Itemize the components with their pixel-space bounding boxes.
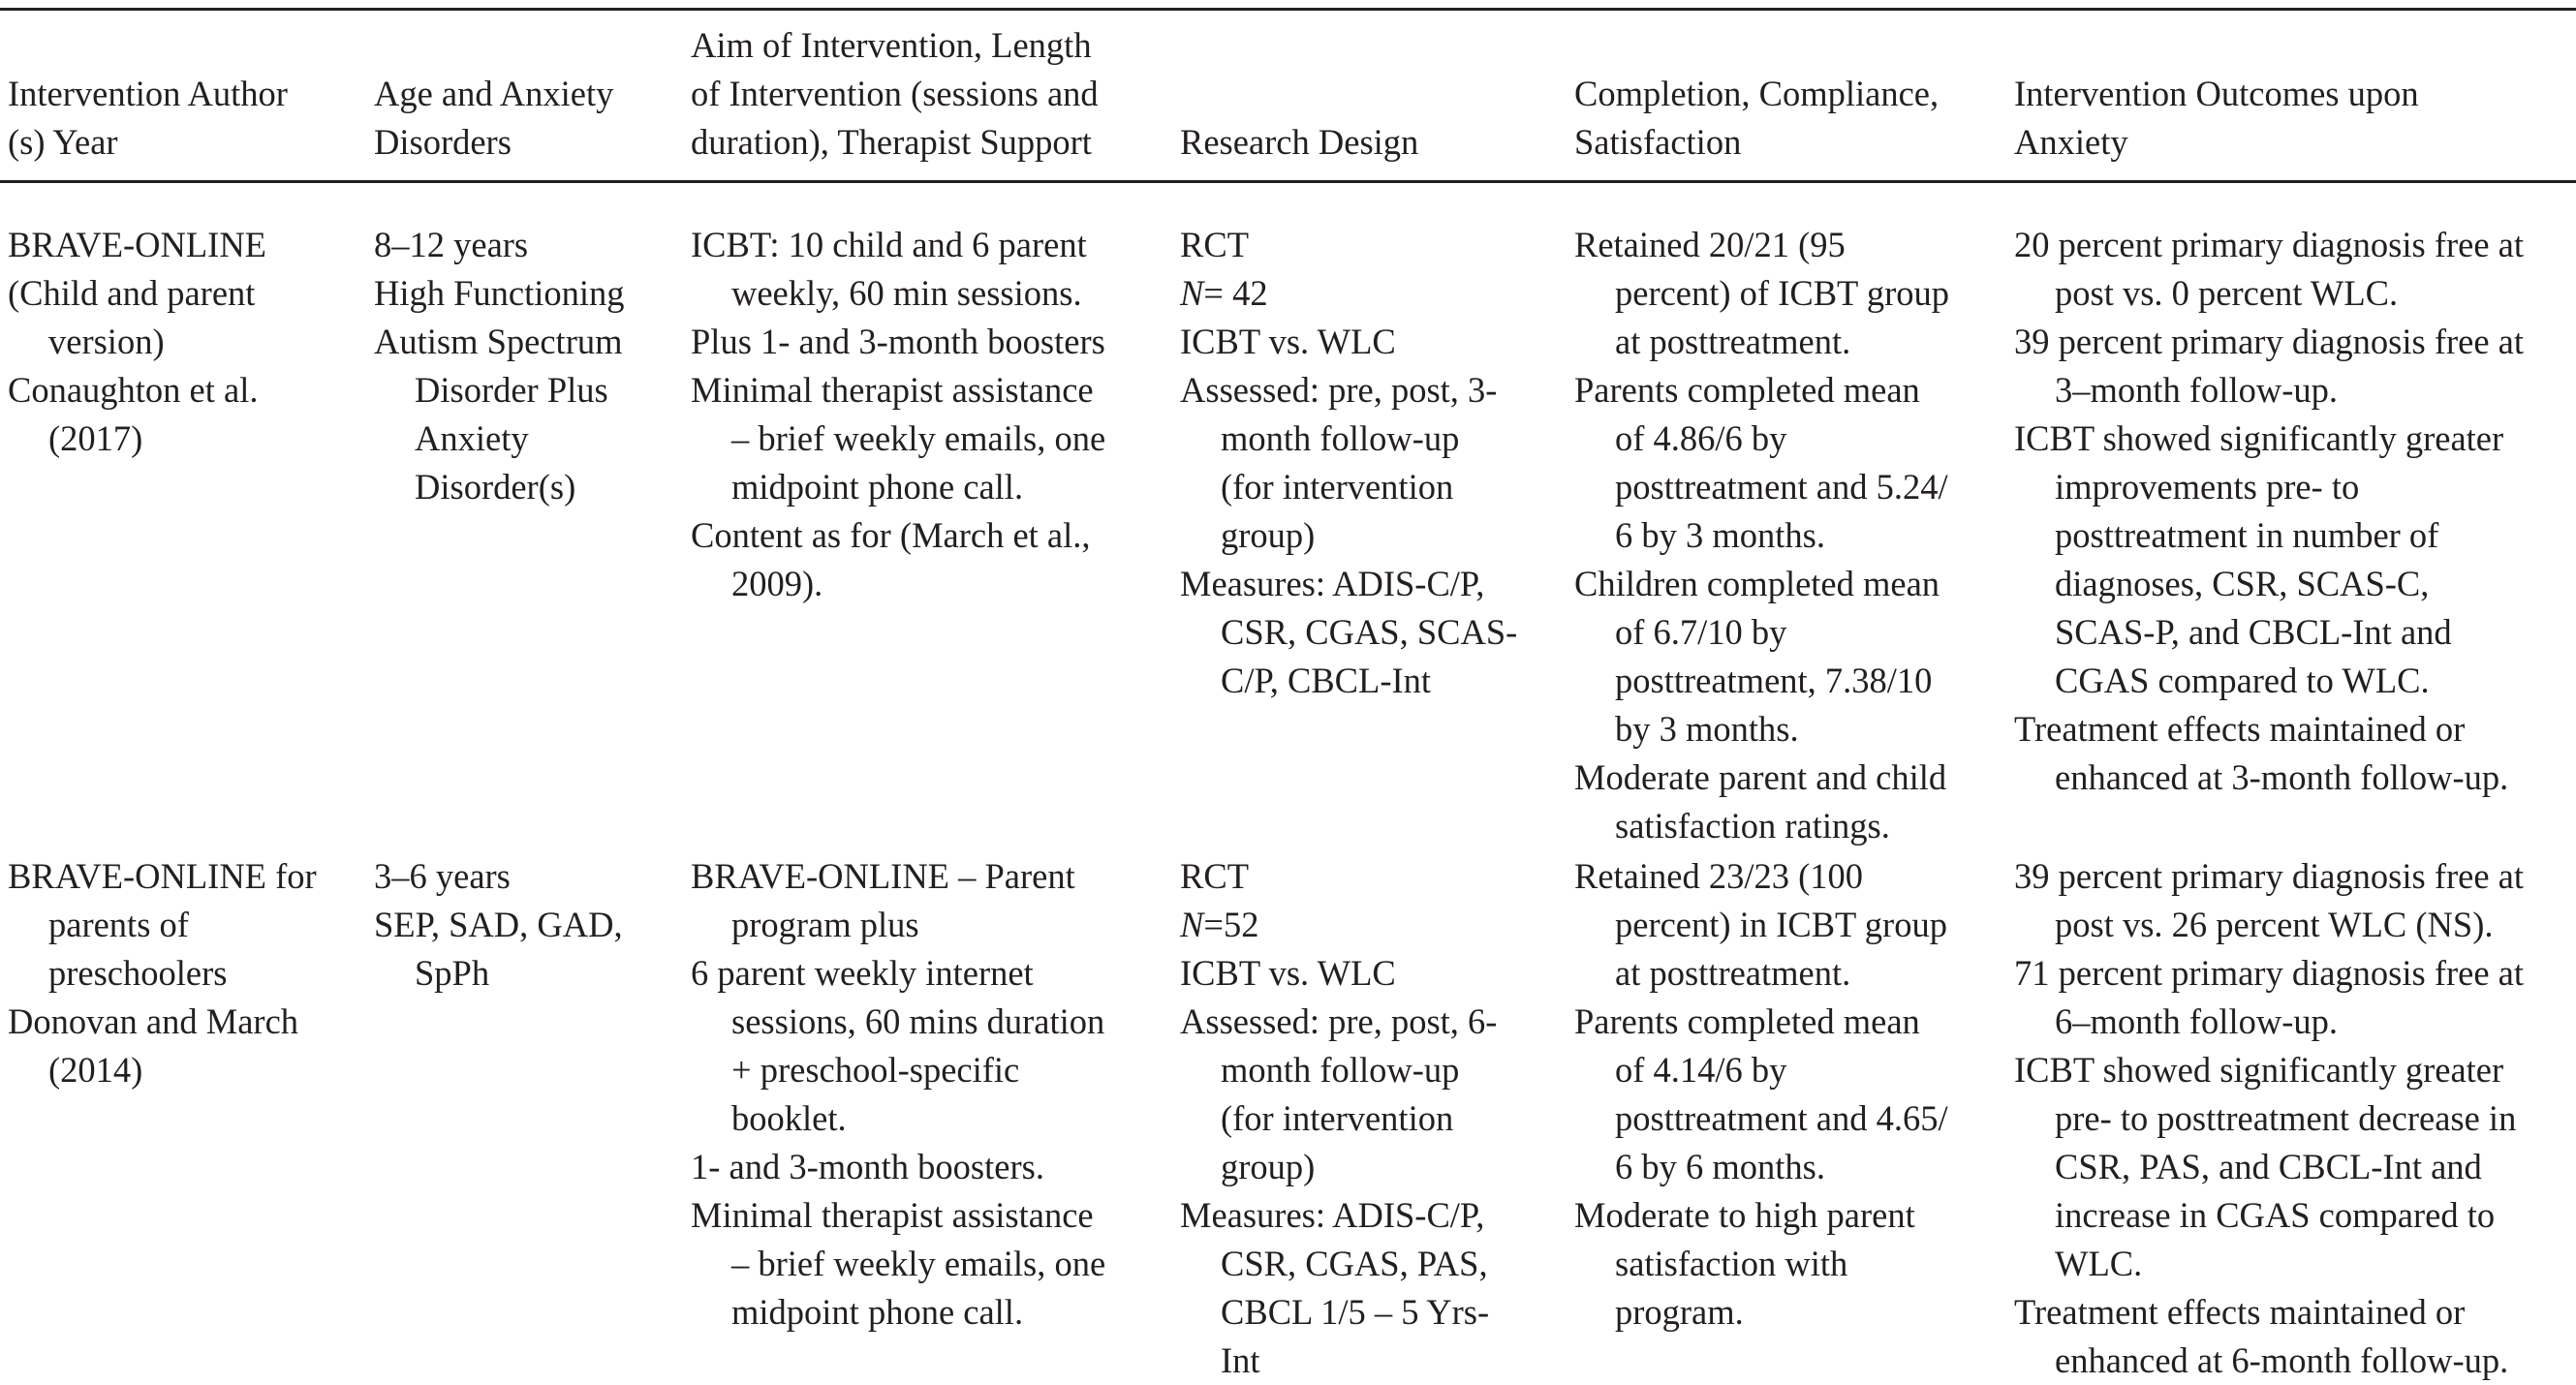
header-aim-length-support	[691, 21, 1099, 167]
header-line: Completion, Compliance,	[1574, 74, 1940, 113]
cell-line: ICBT showed significantly greater	[2014, 418, 2504, 458]
cell-line: Moderate to high parent	[1574, 1195, 1915, 1235]
cell-line: group)	[1221, 515, 1316, 555]
cell-line: of 4.14/6 by	[1615, 1050, 1787, 1090]
header-line: (s) Year	[8, 122, 118, 162]
sample-size-line	[1180, 269, 1517, 318]
cell-line: sessions, 60 mins duration	[731, 1001, 1105, 1041]
cell-line: Disorder(s)	[415, 467, 576, 507]
cell-line: post vs. 0 percent WLC.	[2055, 273, 2399, 313]
cell-line: CSR, PAS, and CBCL-Int and	[2055, 1147, 2482, 1186]
row1-aim-cell	[691, 221, 1105, 608]
cell-line: Moderate parent and child	[1574, 757, 1947, 797]
cell-line: BRAVE-ONLINE	[8, 225, 266, 264]
cell-line: satisfaction ratings.	[1615, 806, 1890, 846]
header-line: Disorders	[374, 122, 512, 162]
cell-line: group)	[1221, 1147, 1316, 1186]
cell-line: Measures: ADIS-C/P,	[1180, 564, 1485, 603]
cell-line: midpoint phone call.	[731, 1292, 1024, 1332]
cell-line: program.	[1615, 1292, 1744, 1332]
header-line: Satisfaction	[1574, 122, 1742, 162]
cell-line: RCT	[1180, 225, 1249, 264]
cell-line: Content as for (March et al.,	[691, 515, 1091, 555]
cell-line: Minimal therapist assistance	[691, 370, 1094, 410]
cell-line: ICBT vs. WLC	[1180, 322, 1396, 361]
cell-line: High Functioning	[374, 273, 625, 313]
cell-line: by 3 months.	[1615, 709, 1799, 749]
cell-line: RCT	[1180, 856, 1249, 896]
sample-size-line	[1180, 901, 1497, 949]
cell-line: percent) of ICBT group	[1615, 273, 1949, 313]
row1-completion-cell	[1574, 221, 1949, 850]
cell-line: SCAS-P, and CBCL-Int and	[2055, 612, 2452, 652]
row1-age-cell	[374, 221, 625, 511]
cell-line: weekly, 60 min sessions.	[731, 273, 1082, 313]
cell-line: 6 parent weekly internet	[691, 953, 1034, 993]
header-line: Research Design	[1180, 122, 1419, 162]
header-line: Aim of Intervention, Length	[691, 25, 1092, 65]
cell-line: percent) in ICBT group	[1615, 905, 1947, 944]
cell-line: month follow-up	[1221, 1050, 1460, 1090]
cell-line: C/P, CBCL-Int	[1221, 661, 1432, 700]
cell-line: ICBT vs. WLC	[1180, 953, 1396, 993]
cell-line: Parents completed mean	[1574, 1001, 1920, 1041]
cell-line: Treatment effects maintained or	[2014, 709, 2466, 749]
header-line: Intervention Author	[8, 74, 288, 113]
cell-line: midpoint phone call.	[731, 467, 1024, 507]
cell-line: at posttreatment.	[1615, 322, 1851, 361]
cell-line: posttreatment and 5.24/	[1615, 467, 1948, 507]
cell-line: 3–month follow-up.	[2055, 370, 2338, 410]
row1-design-cell	[1180, 221, 1517, 705]
row2-age-cell	[374, 852, 623, 998]
cell-line: (2017)	[48, 418, 143, 458]
cell-line: 39 percent primary diagnosis free at	[2014, 856, 2525, 896]
cell-line: preschoolers	[48, 953, 228, 993]
row2-aim-cell	[691, 852, 1105, 1337]
cell-line: booklet.	[731, 1098, 847, 1138]
cell-line: Children completed mean	[1574, 564, 1940, 603]
cell-line: + preschool-specific	[731, 1050, 1020, 1090]
table-header-rule	[0, 180, 2576, 183]
header-line: of Intervention (sessions and	[691, 74, 1099, 113]
cell-line: BRAVE-ONLINE – Parent	[691, 856, 1075, 896]
cell-line: (2014)	[48, 1050, 143, 1090]
cell-line: CSR, CGAS, PAS,	[1221, 1244, 1488, 1283]
cell-line: Assessed: pre, post, 3-	[1180, 370, 1498, 410]
cell-line: parents of	[48, 905, 189, 944]
cell-line: – brief weekly emails, one	[731, 1244, 1106, 1283]
cell-line: (for intervention	[1221, 1098, 1454, 1138]
row2-author-cell	[8, 852, 317, 1094]
sample-size-label: N	[1180, 273, 1204, 313]
cell-line: Int	[1221, 1340, 1260, 1380]
header-author-year	[8, 70, 288, 167]
cell-line: ICBT: 10 child and 6 parent	[691, 225, 1087, 264]
cell-line: posttreatment in number of	[2055, 515, 2439, 555]
row2-completion-cell	[1574, 852, 1948, 1337]
cell-line: post vs. 26 percent WLC (NS).	[2055, 905, 2494, 944]
header-line: Anxiety	[2014, 122, 2128, 162]
header-line: Age and Anxiety	[374, 74, 614, 113]
cell-line: 39 percent primary diagnosis free at	[2014, 322, 2525, 361]
cell-line: BRAVE-ONLINE for	[8, 856, 317, 896]
cell-line: 6 by 3 months.	[1615, 515, 1825, 555]
sample-size-value: = 42	[1203, 273, 1268, 313]
cell-line: version)	[48, 322, 165, 361]
cell-line: posttreatment and 4.65/	[1615, 1098, 1948, 1138]
cell-line: program plus	[731, 905, 919, 944]
row2-outcomes-cell	[2014, 852, 2524, 1385]
table-top-rule	[0, 8, 2576, 11]
cell-line: Parents completed mean	[1574, 370, 1920, 410]
cell-line: increase in CGAS compared to	[2055, 1195, 2496, 1235]
header-age-disorders	[374, 70, 613, 167]
cell-line: (for intervention	[1221, 467, 1454, 507]
cell-line: 8–12 years	[374, 225, 529, 264]
cell-line: 2009).	[731, 564, 823, 603]
cell-line: SEP, SAD, GAD,	[374, 905, 623, 944]
cell-line: enhanced at 3-month follow-up.	[2055, 757, 2509, 797]
cell-line: of 4.86/6 by	[1615, 418, 1787, 458]
cell-line: Anxiety	[415, 418, 529, 458]
row1-author-cell	[8, 221, 266, 463]
cell-line: satisfaction with	[1615, 1244, 1848, 1283]
cell-line: CBCL 1/5 – 5 Yrs-	[1221, 1292, 1490, 1332]
cell-line: – brief weekly emails, one	[731, 418, 1106, 458]
cell-line: month follow-up	[1221, 418, 1460, 458]
row2-design-cell	[1180, 852, 1497, 1385]
cell-line: Measures: ADIS-C/P,	[1180, 1195, 1485, 1235]
cell-line: Disorder Plus	[415, 370, 608, 410]
cell-line: Retained 23/23 (100	[1574, 856, 1864, 896]
cell-line: enhanced at 6-month follow-up.	[2055, 1340, 2509, 1380]
cell-line: at posttreatment.	[1615, 953, 1851, 993]
cell-line: WLC.	[2055, 1244, 2143, 1283]
cell-line: diagnoses, CSR, SCAS-C,	[2055, 564, 2430, 603]
cell-line: improvements pre- to	[2055, 467, 2360, 507]
sample-size-label: N	[1180, 905, 1204, 944]
cell-line: 20 percent primary diagnosis free at	[2014, 225, 2525, 264]
cell-line: Autism Spectrum	[374, 322, 623, 361]
sample-size-value: =52	[1203, 905, 1259, 944]
header-research-design	[1180, 118, 1418, 167]
row1-outcomes-cell	[2014, 221, 2524, 802]
cell-line: CSR, CGAS, SCAS-	[1221, 612, 1518, 652]
cell-line: SpPh	[415, 953, 490, 993]
cell-line: 6–month follow-up.	[2055, 1001, 2338, 1041]
cell-line: 71 percent primary diagnosis free at	[2014, 953, 2525, 993]
cell-line: pre- to posttreatment decrease in	[2055, 1098, 2517, 1138]
cell-line: (Child and parent	[8, 273, 256, 313]
cell-line: of 6.7/10 by	[1615, 612, 1787, 652]
header-outcomes-anxiety	[2014, 70, 2419, 167]
cell-line: 1- and 3-month boosters.	[691, 1147, 1044, 1186]
cell-line: 6 by 6 months.	[1615, 1147, 1825, 1186]
cell-line: posttreatment, 7.38/10	[1615, 661, 1933, 700]
cell-line: Conaughton et al.	[8, 370, 259, 410]
cell-line: Minimal therapist assistance	[691, 1195, 1094, 1235]
cell-line: ICBT showed significantly greater	[2014, 1050, 2504, 1090]
cell-line: Assessed: pre, post, 6-	[1180, 1001, 1498, 1041]
cell-line: CGAS compared to WLC.	[2055, 661, 2430, 700]
cell-line: 3–6 years	[374, 856, 511, 896]
cell-line: Donovan and March	[8, 1001, 299, 1041]
header-line: Intervention Outcomes upon	[2014, 74, 2419, 113]
header-completion-compliance	[1574, 70, 1939, 167]
header-line: duration), Therapist Support	[691, 122, 1092, 162]
cell-line: Treatment effects maintained or	[2014, 1292, 2466, 1332]
cell-line: Plus 1- and 3-month boosters	[691, 322, 1105, 361]
cell-line: Retained 20/21 (95	[1574, 225, 1846, 264]
